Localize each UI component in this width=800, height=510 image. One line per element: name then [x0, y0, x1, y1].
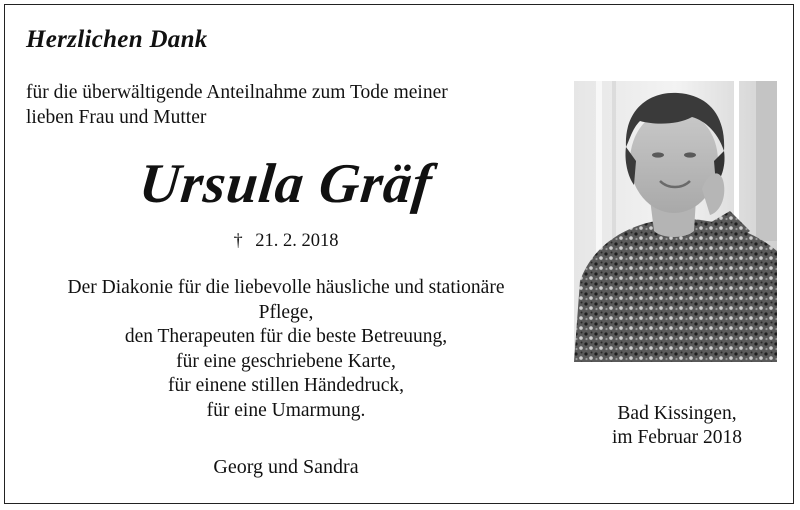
thanks-line: Der Diakonie für die liebevolle häusliche und stationäre	[67, 277, 505, 298]
intro-text	[26, 80, 566, 130]
thanks-line: Pflege,	[258, 301, 314, 323]
place-and-date	[570, 402, 784, 450]
signoff: Georg und Sandra	[213, 456, 359, 478]
death-date-line	[26, 230, 546, 252]
cross-icon: †	[233, 230, 243, 250]
thanks-line: für eine Umarmung.	[206, 399, 366, 421]
thanks-line: für eine geschriebene Karte,	[176, 350, 396, 372]
deceased-name: Ursula Gräf	[136, 153, 436, 215]
intro-line: lieben Frau und Mutter	[26, 107, 207, 128]
portrait-photo	[574, 81, 777, 362]
place-line: im Februar 2018	[612, 427, 742, 448]
thanks-line: für einene stillen Händedruck,	[167, 375, 405, 396]
thanks-text	[22, 276, 550, 423]
death-date: 21. 2. 2018	[255, 231, 339, 251]
intro-line: für die überwältigende Anteilnahme zum Tode meiner	[26, 82, 448, 103]
place-line: Bad Kissingen,	[617, 403, 737, 424]
heading: Herzlichen Dank	[26, 26, 208, 53]
thanks-line: den Therapeuten für die beste Betreuung,	[124, 326, 448, 347]
